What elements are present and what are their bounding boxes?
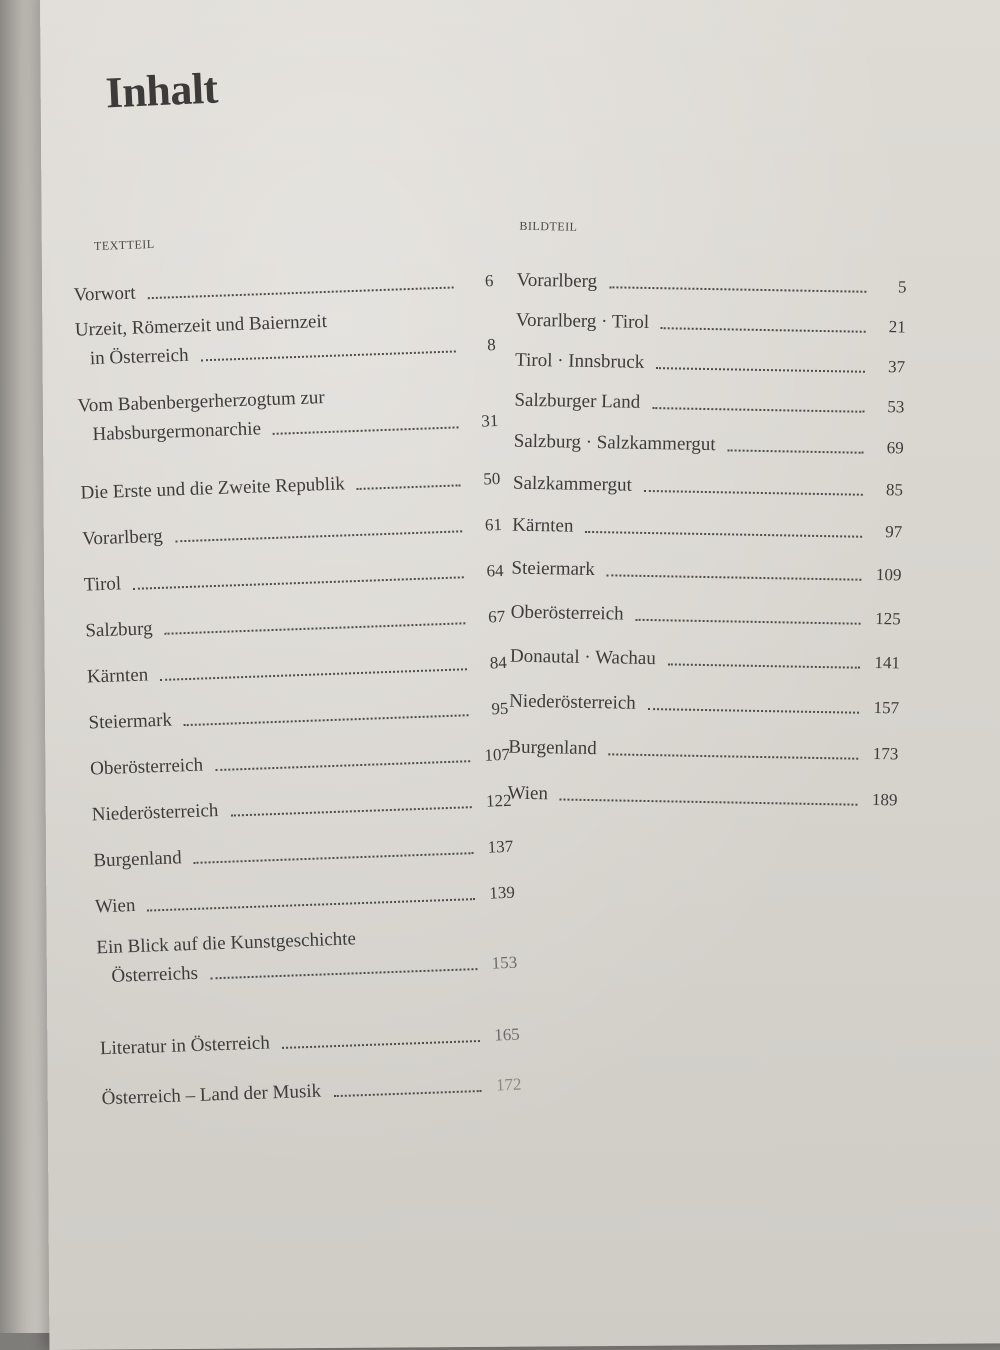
toc-entry-title: Kärnten	[86, 664, 149, 688]
toc-entry-title: Wien	[94, 894, 136, 918]
page-title: Inhalt	[104, 63, 219, 118]
toc-entry	[96, 907, 519, 1014]
toc-entry-title: Oberösterreich	[510, 601, 624, 625]
dot-leader	[656, 367, 865, 373]
toc-entry-title: Salzkammergut	[512, 472, 633, 496]
toc-entry-page: 37	[887, 357, 906, 377]
toc-entry-page: 84	[489, 652, 508, 673]
toc-entry-page: 64	[486, 560, 504, 581]
toc-entry	[516, 295, 907, 342]
dot-leader	[644, 490, 863, 496]
toc-entry-title: Vom Babenbergerherzogtum zur	[77, 387, 326, 417]
dot-leader	[560, 798, 858, 805]
toc-entry-page: 5	[897, 277, 907, 297]
dot-leader	[357, 484, 461, 490]
toc-entry-title: Niederösterreich	[509, 690, 636, 714]
toc-entry-title: Tirol · Innsbruck	[514, 349, 645, 373]
toc-entry-page: 173	[872, 743, 899, 764]
toc-entry	[513, 415, 904, 463]
dot-leader	[652, 407, 864, 413]
toc-entry	[510, 583, 901, 634]
toc-entry-title: Salzburg · Salzkammergut	[513, 430, 716, 456]
toc-entry-page: 95	[491, 698, 509, 719]
dot-leader	[333, 1090, 481, 1097]
toc-entry-title: Vorarlberg · Tirol	[515, 309, 650, 333]
dot-leader	[273, 426, 458, 434]
toc-entry-page: 67	[487, 606, 506, 627]
toc-entry-page: 69	[886, 438, 904, 458]
dot-leader	[728, 449, 864, 453]
dot-leader	[609, 753, 859, 759]
toc-entry-page: 139	[488, 882, 516, 903]
toc-entry-title: Steiermark	[511, 557, 596, 581]
toc-entry-page: 53	[887, 397, 905, 417]
toc-entry-page: 109	[875, 564, 902, 585]
dot-leader	[184, 714, 469, 726]
toc-entry-page: 107	[484, 744, 511, 765]
toc-entry-title: Urzeit, Römerzeit und Baiernzeit	[74, 310, 328, 341]
textteil-heading: TEXTTEIL	[93, 236, 155, 254]
toc-entry-page: 8	[486, 335, 496, 355]
dot-leader	[607, 574, 862, 580]
toc-entry-title: Kärnten	[512, 514, 574, 537]
toc-entry-page: 61	[484, 514, 503, 535]
bildteil-column	[507, 219, 907, 815]
toc-entry-title: Salzburg	[85, 618, 153, 642]
toc-entry	[510, 627, 901, 678]
toc-entry-title: Steiermark	[88, 709, 173, 734]
toc-entry	[507, 762, 898, 815]
toc-entry-title: Vorwort	[73, 282, 136, 306]
toc-entry-title: Salzburger Land	[514, 389, 641, 413]
toc-entry-page: 157	[873, 697, 900, 718]
dot-leader	[609, 286, 866, 292]
toc-entry-title: Burgenland	[508, 736, 597, 760]
dot-leader	[282, 1040, 480, 1049]
toc-entry	[512, 498, 903, 547]
dot-leader	[635, 619, 860, 625]
toc-entry-title: Die Erste und die Zweite Republik	[80, 473, 346, 504]
toc-entry-title: Vorarlberg	[81, 525, 164, 550]
toc-entry-title-continued: Habsburgermonarchie	[92, 418, 262, 446]
toc-entry	[511, 540, 902, 590]
dot-leader	[194, 852, 474, 864]
toc-entry-page: 189	[871, 789, 898, 810]
toc-entry-page: 6	[484, 271, 494, 291]
toc-entry-page: 50	[483, 468, 501, 489]
toc-entry	[513, 456, 904, 505]
toc-entry	[515, 335, 906, 382]
toc-entry-title: Wien	[507, 782, 549, 805]
toc-entry-title: Österreich – Land der Musik	[101, 1080, 322, 1110]
toc-entry	[516, 255, 907, 302]
bildteil-heading: BILDTEIL	[519, 218, 578, 234]
toc-entry-page: 31	[480, 411, 499, 431]
dot-leader	[661, 327, 866, 333]
dot-leader	[210, 968, 477, 979]
toc-entry-page: 141	[874, 652, 901, 673]
toc-entry-title: Niederösterreich	[91, 800, 219, 826]
toc-entry-page: 97	[885, 522, 903, 542]
dot-leader	[175, 530, 462, 542]
dot-leader	[648, 708, 859, 714]
toc-entry-title-continued: in Österreich	[89, 344, 189, 370]
dot-leader	[231, 806, 472, 816]
toc-entry	[77, 371, 499, 462]
toc-entry-title-continued: Österreichs	[111, 962, 199, 987]
toc-entry-title: Tirol	[83, 573, 122, 596]
book-page	[40, 0, 1000, 1350]
toc-entry-title: Oberösterreich	[89, 754, 204, 780]
toc-entry-page: 21	[888, 317, 906, 337]
toc-entry	[514, 375, 905, 422]
toc-entry-page: 85	[885, 480, 904, 500]
toc-entry	[74, 295, 496, 386]
toc-entry-title: Vorarlberg	[516, 269, 598, 293]
dot-leader	[668, 663, 860, 668]
dot-leader	[201, 350, 456, 361]
toc-entry-page: 122	[485, 790, 512, 811]
textteil-column	[72, 225, 522, 1113]
dot-leader	[215, 760, 470, 771]
toc-entry	[509, 671, 900, 723]
toc-entry-page: 172	[495, 1074, 522, 1095]
toc-entry-title: Literatur in Österreich	[99, 1032, 271, 1060]
toc-entry-page: 125	[875, 608, 901, 629]
toc-entry-title: Ein Blick auf die Kunstgeschichte	[96, 928, 357, 959]
toc-entry-title: Burgenland	[93, 847, 183, 872]
toc-entry-page: 137	[487, 836, 514, 857]
toc-entry-page: 165	[493, 1024, 521, 1045]
toc-entry-page: 153	[491, 952, 518, 973]
toc-entry	[508, 716, 899, 769]
dot-leader	[585, 531, 862, 538]
toc-entry-title: Donautal · Wachau	[509, 645, 656, 670]
